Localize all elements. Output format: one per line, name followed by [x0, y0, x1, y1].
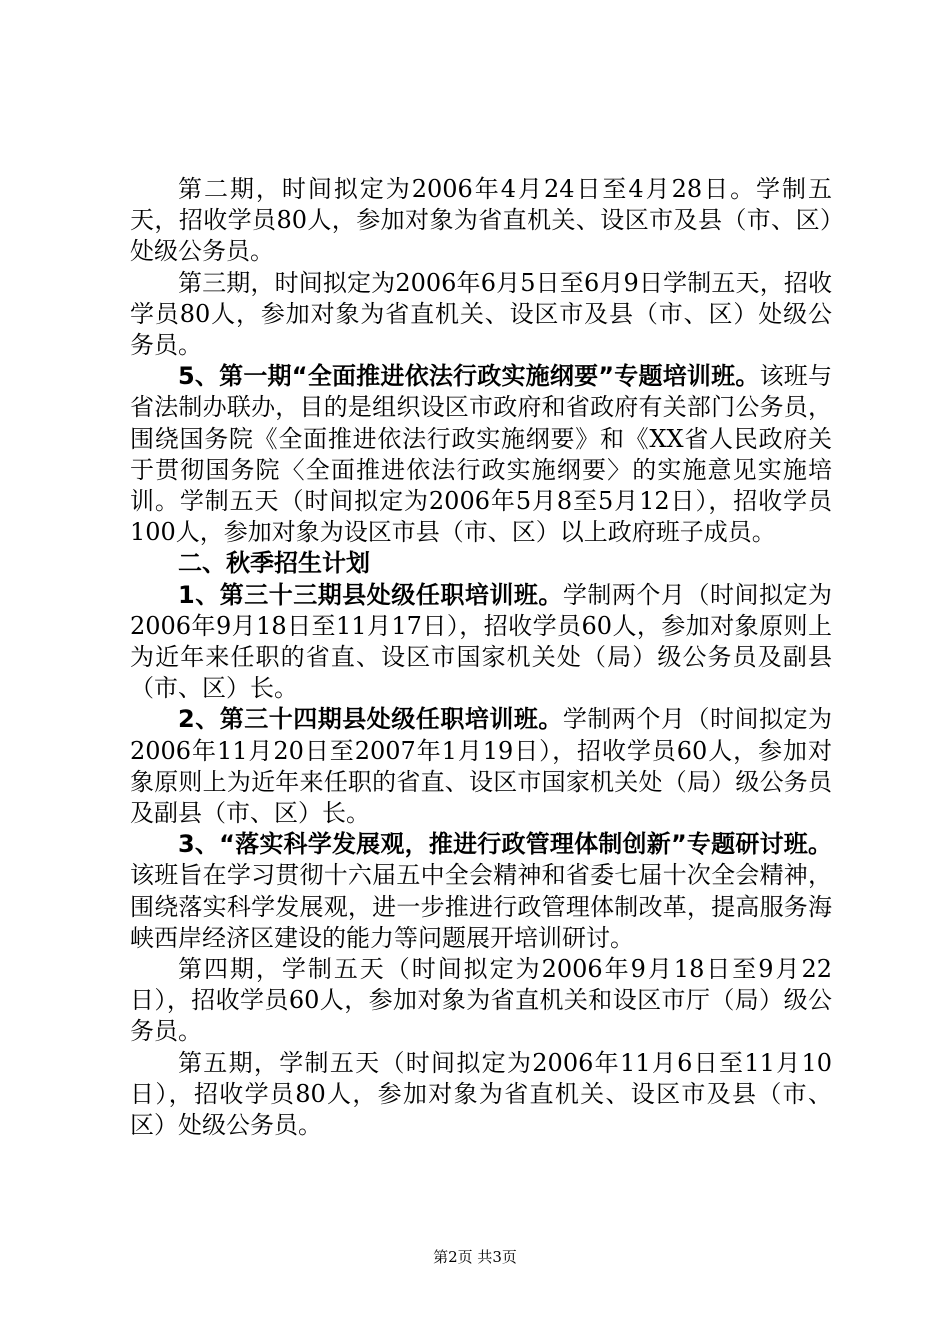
paragraph-phase-4	[130, 954, 832, 1048]
document-body	[130, 174, 832, 1141]
page-number-footer: 第2页 共3页	[433, 1248, 517, 1266]
paragraph-text: 第三期，时间拟定为2006年6月5日至6月9日学制五天，招收学员80人，参加对象为省直机关、设区市及县（市、区）处级公务员。	[130, 268, 832, 360]
paragraph-text: 第二期，时间拟定为2006年4月24日至4月28日。学制五天，招收学员80人，参加对象为省直机关、设区市及县（市、区）处级公务员。	[130, 175, 832, 266]
paragraph-text: 该班与省法制办联办，目的是组织设区市政府和省政府有关部门公务员，围绕国务院《全面推进依法行政实施纲要》和《XX省人民政府关于贯彻国务院〈全面推进依法行政实施纲要〉的实施意见实施培训。学制五天（时间拟定为2006年5月8至5月12日），招收学员100人，参加对象为设区市县（市、区）以上政府班子成员。	[130, 362, 833, 547]
paragraph-text: 第四期，学制五天（时间拟定为2006年9月18日至9月22日），招收学员60人，参加对象为省直机关和设区市厅（局）级公务员。	[130, 955, 832, 1046]
paragraph-text: 该班旨在学习贯彻十六届五中全会精神和省委七届十次全会精神，围绕落实科学发展观，进一步推进行政管理体制改革，提高服务海峡西岸经济区建设的能力等问题展开培训研讨。	[130, 861, 832, 952]
paragraph-item-3	[130, 829, 832, 954]
paragraph-lead: 3、“落实科学发展观，推进行政管理体制创新”专题研讨班。	[178, 830, 832, 859]
paragraph-lead: 5、第一期“全面推进依法行政实施纲要”专题培训班。	[178, 362, 760, 391]
paragraph-item-2	[130, 704, 832, 829]
paragraph-phase-3	[130, 268, 832, 362]
paragraph-text: 第五期，学制五天（时间拟定为2006年11月6日至11月10日），招收学员80人，参加对象为省直机关、设区市及县（市、区）处级公务员。	[130, 1048, 832, 1140]
paragraph-lead: 2、第三十四期县处级任职培训班。	[178, 705, 563, 734]
paragraph-lead: 1、第三十三期县处级任职培训班。	[178, 580, 563, 609]
paragraph-phase-2	[130, 174, 832, 268]
paragraph-text: 学制两个月（时间拟定为2006年9月18日至11月17日），招收学员60人，参加对象原则上为近年来任职的省直、设区市国家机关处（局）级公务员及副县（市、区）长。	[130, 580, 833, 703]
paragraph-item-1	[130, 580, 832, 705]
section-heading-autumn	[130, 548, 832, 579]
paragraph-phase-5	[130, 1048, 832, 1142]
section-heading-text: 二、秋季招生计划	[178, 549, 370, 578]
paragraph-text: 学制两个月（时间拟定为2006年11月20日至2007年1月19日），招收学员60人，参加对象原则上为近年来任职的省直、设区市国家机关处（局）级公务员及副县（市、区）长。	[130, 705, 833, 828]
paragraph-item-5	[130, 361, 832, 548]
